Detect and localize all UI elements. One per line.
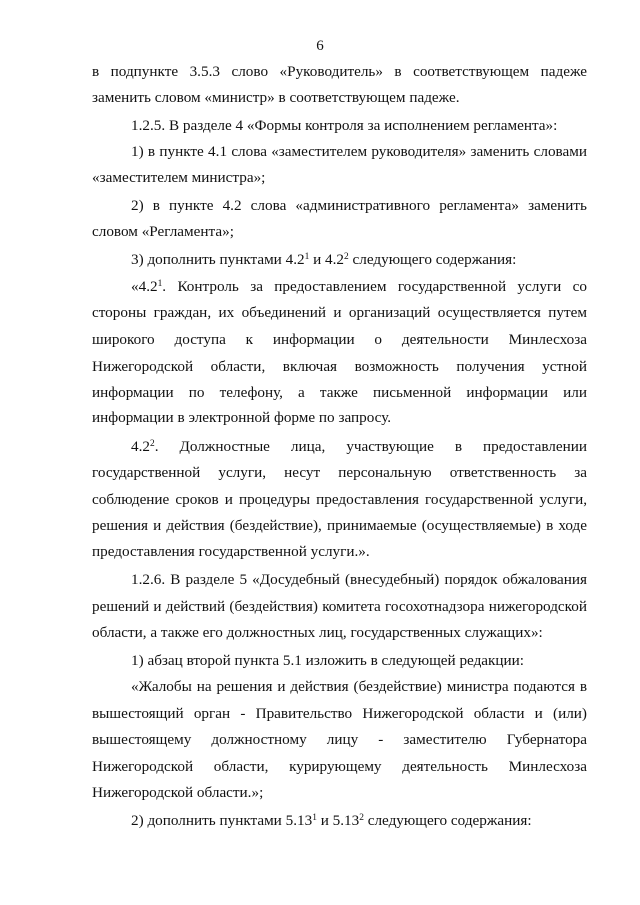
- text-line: [92, 490, 587, 510]
- text-segment: государственной услуги, несут персональную ответственность за: [92, 464, 587, 481]
- text-segment: в подпункте 3.5.3 слово «Руководитель» в соответствующем падеже: [92, 63, 587, 80]
- superscript: 2: [344, 251, 349, 262]
- text-line: [92, 516, 587, 536]
- text-line: [131, 277, 587, 297]
- text-segment: и 5.13: [316, 812, 360, 829]
- text-line: [131, 677, 587, 697]
- text-segment: 4.2: [131, 438, 150, 455]
- superscript: 2: [359, 812, 364, 823]
- text-line: [92, 542, 587, 562]
- text-line: [131, 250, 587, 270]
- text-line: [92, 463, 587, 483]
- text-line: [92, 783, 587, 803]
- superscript: 1: [312, 812, 317, 823]
- text-segment: широкого доступа к информации о деятельности Минлесхоза: [92, 331, 587, 348]
- text-segment: «заместителем министра»;: [92, 169, 266, 186]
- superscript: 2: [149, 438, 155, 449]
- text-line: [131, 651, 587, 671]
- text-segment: следующего содержания:: [363, 812, 532, 829]
- text-segment: Нижегородской области, включая возможность получения устной: [92, 358, 587, 375]
- text-line: [92, 330, 587, 350]
- text-segment: 2) дополнить пунктами 5.13: [131, 812, 313, 829]
- text-segment: вышестоящий орган - Правительство Нижегородской области и (или): [92, 705, 587, 722]
- page-number: 6: [316, 38, 324, 54]
- text-segment: 2) в пункте 4.2 слова «административного регламента» заменить: [131, 197, 587, 214]
- text-line: [92, 408, 587, 428]
- text-line: [92, 88, 587, 108]
- text-segment: «Жалобы на решения и действия (бездействие) министра подаются в: [131, 678, 587, 695]
- text-segment: заменить словом «министр» в соответствующем падеже.: [92, 89, 460, 106]
- text-segment: 1) абзац второй пункта 5.1 изложить в следующей редакции:: [131, 652, 525, 669]
- text-line: [131, 142, 587, 162]
- text-line: [131, 437, 587, 457]
- text-segment: области, а также его должностных лиц, государственных служащих»:: [92, 624, 543, 641]
- text-segment: 1.2.6. В разделе 5 «Досудебный (внесудебный) порядок обжалования: [131, 571, 587, 588]
- text-line: [131, 116, 587, 136]
- text-line: [92, 597, 587, 617]
- text-line: [92, 168, 587, 188]
- text-line: [92, 62, 587, 82]
- text-segment: «4.2: [131, 278, 158, 295]
- text-line: [131, 196, 587, 216]
- text-segment: 1) в пункте 4.1 слова «заместителем руководителя» заменить словами: [131, 143, 587, 160]
- text-segment: стороны граждан, их объединений и организаций осуществляется путем: [92, 304, 587, 321]
- text-segment: предоставления государственной услуги.».: [92, 543, 370, 560]
- text-line: [92, 303, 587, 323]
- text-line: [92, 757, 587, 777]
- text-segment: и 4.2: [309, 251, 345, 268]
- text-segment: Нижегородской области, курирующему деятельность Минлесхоза: [92, 758, 587, 775]
- text-segment: решения и действия (бездействие), принимаемые (осуществляемые) в ходе: [92, 517, 587, 534]
- text-line: [92, 623, 587, 643]
- text-segment: 3) дополнить пунктами 4.2: [131, 251, 305, 268]
- text-segment: вышестоящему должностному лицу - заместителю Губернатора: [92, 731, 587, 748]
- text-line: [92, 357, 587, 377]
- text-line: [92, 222, 587, 242]
- superscript: 1: [304, 251, 310, 262]
- text-segment: . Должностные лица, участвующие в предоставлении: [154, 438, 587, 455]
- text-segment: информации по телефону, а также письменной информации или: [92, 384, 587, 401]
- text-segment: . Контроль за предоставлением государственной услуги со: [162, 278, 587, 295]
- text-line: [131, 811, 587, 831]
- text-segment: информации в электронной форме по запросу.: [92, 409, 392, 426]
- text-segment: Нижегородской области.»;: [92, 784, 264, 801]
- superscript: 1: [157, 278, 163, 289]
- text-segment: 1.2.5. В разделе 4 «Формы контроля за исполнением регламента»:: [131, 117, 558, 134]
- text-segment: решений и действий (бездействия) комитета госохотнадзора нижегородской: [92, 598, 587, 615]
- text-segment: следующего содержания:: [348, 251, 517, 268]
- text-line: [92, 704, 587, 724]
- text-line: [92, 730, 587, 750]
- text-segment: соблюдение сроков и процедуры предоставления государственной услуги,: [92, 491, 587, 508]
- text-line: [92, 383, 587, 403]
- text-line: [131, 570, 587, 590]
- text-segment: словом «Регламента»;: [92, 223, 234, 240]
